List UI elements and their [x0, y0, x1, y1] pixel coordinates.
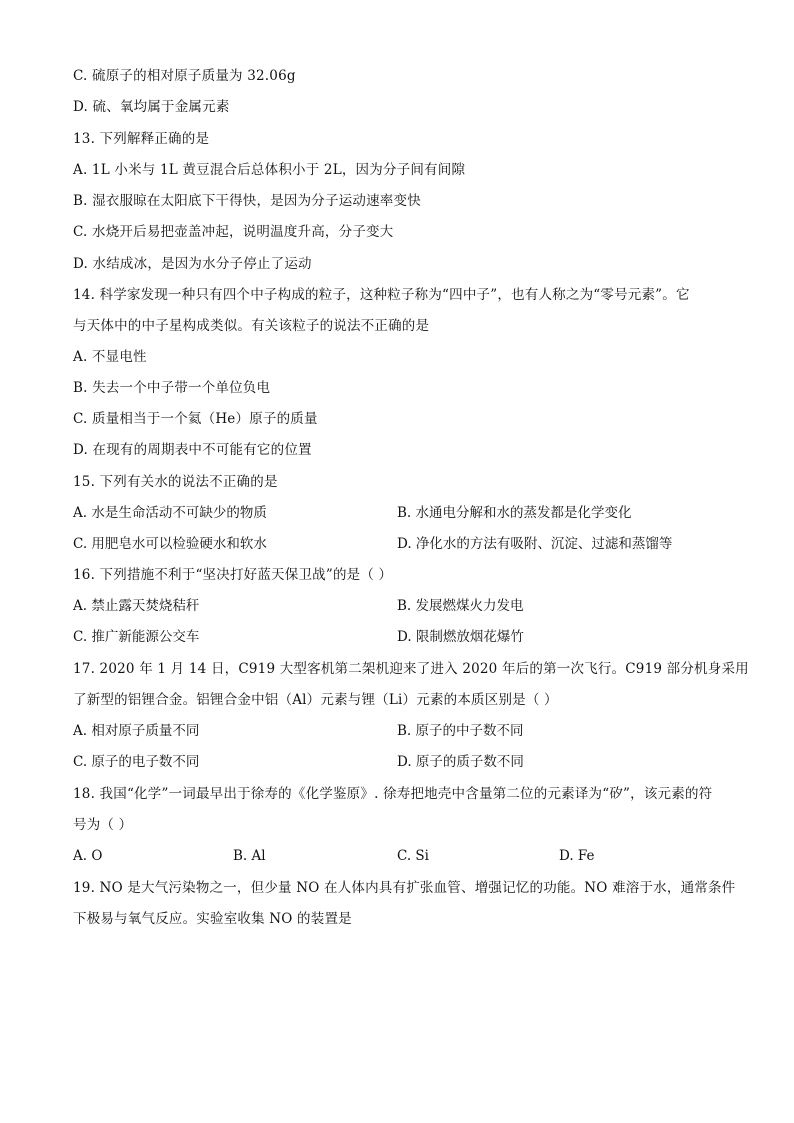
q12-option-d: D. 硫、氧均属于金属元素: [73, 99, 230, 115]
q16-option-a: A. 禁止露天焚烧秸秆: [73, 598, 200, 614]
q18-option-c: C. Si: [397, 848, 429, 864]
q15-option-a: A. 水是生命活动不可缺少的物质: [73, 505, 267, 521]
q17-option-b: B. 原子的中子数不同: [397, 723, 524, 739]
q16-option-c: C. 推广新能源公交车: [73, 629, 200, 645]
q14-option-a: A. 不显电性: [73, 349, 147, 365]
q12-option-c: C. 硫原子的相对原子质量为 32.06g: [73, 68, 296, 84]
q15-option-d: D. 净化水的方法有吸附、沉淀、过滤和蒸馏等: [397, 536, 673, 552]
q17-stem-line2: 了新型的铝锂合金。铝锂合金中铝（Al）元素与锂（Li）元素的本质区别是（ ）: [73, 692, 558, 708]
q18-option-a: A. O: [73, 848, 103, 864]
q14-option-b: B. 失去一个中子带一个单位负电: [73, 380, 271, 396]
q13-option-d: D. 水结成冰，是因为水分子停止了运动: [73, 256, 312, 272]
q14-stem-line1: 14. 科学家发现一种只有四个中子构成的粒子，这种粒子称为“四中子”，也有人称之为“零号元素”。它: [73, 287, 690, 303]
q16-option-d: D. 限制燃放烟花爆竹: [397, 629, 524, 645]
q17-option-d: D. 原子的质子数不同: [397, 754, 524, 770]
q14-option-d: D. 在现有的周期表中不可能有它的位置: [73, 442, 312, 458]
q19-stem-line1: 19. NO 是大气污染物之一，但少量 NO 在人体内具有扩张血管、增强记忆的功能。NO 难溶于水，通常条件: [73, 880, 736, 896]
q17-option-a: A. 相对原子质量不同: [73, 723, 200, 739]
q14-stem-line2: 与天体中的中子星构成类似。有关该粒子的说法不正确的是: [73, 318, 430, 334]
q18-option-b: B. Al: [233, 848, 266, 864]
q18-stem-line1: 18. 我国“化学”一词最早出于徐寿的《化学鉴原》. 徐寿把地壳中含量第二位的元素译为“矽”，该元素的符: [73, 786, 713, 802]
q16-option-b: B. 发展燃煤火力发电: [397, 598, 524, 614]
q18-stem-line2: 号为（ ）: [73, 817, 133, 833]
q13-option-c: C. 水烧开后易把壶盖冲起，说明温度升高，分子变大: [73, 224, 394, 240]
q15-stem: 15. 下列有关水的说法不正确的是: [73, 474, 278, 490]
q18-option-d: D. Fe: [559, 848, 595, 864]
q13-option-a: A. 1L 小米与 1L 黄豆混合后总体积小于 2L，因为分子间有间隙: [73, 162, 466, 178]
q14-option-c: C. 质量相当于一个氦（He）原子的质量: [73, 411, 318, 427]
q15-option-b: B. 水通电分解和水的蒸发都是化学变化: [397, 505, 632, 521]
q15-option-c: C. 用肥皂水可以检验硬水和软水: [73, 536, 267, 552]
q19-stem-line2: 下极易与氧气反应。实验室收集 NO 的装置是: [73, 911, 352, 927]
q17-stem-line1: 17. 2020 年 1 月 14 日，C919 大型客机第二架机迎来了进入 2020 年后的第一次飞行。C919 部分机身采用: [73, 661, 749, 677]
q13-option-b: B. 湿衣服晾在太阳底下干得快，是因为分子运动速率变快: [73, 193, 421, 209]
q16-stem: 16. 下列措施不利于“坚决打好蓝天保卫战”的是（ ）: [73, 567, 393, 583]
q17-option-c: C. 原子的电子数不同: [73, 754, 200, 770]
q13-stem: 13. 下列解释正确的是: [73, 131, 210, 147]
